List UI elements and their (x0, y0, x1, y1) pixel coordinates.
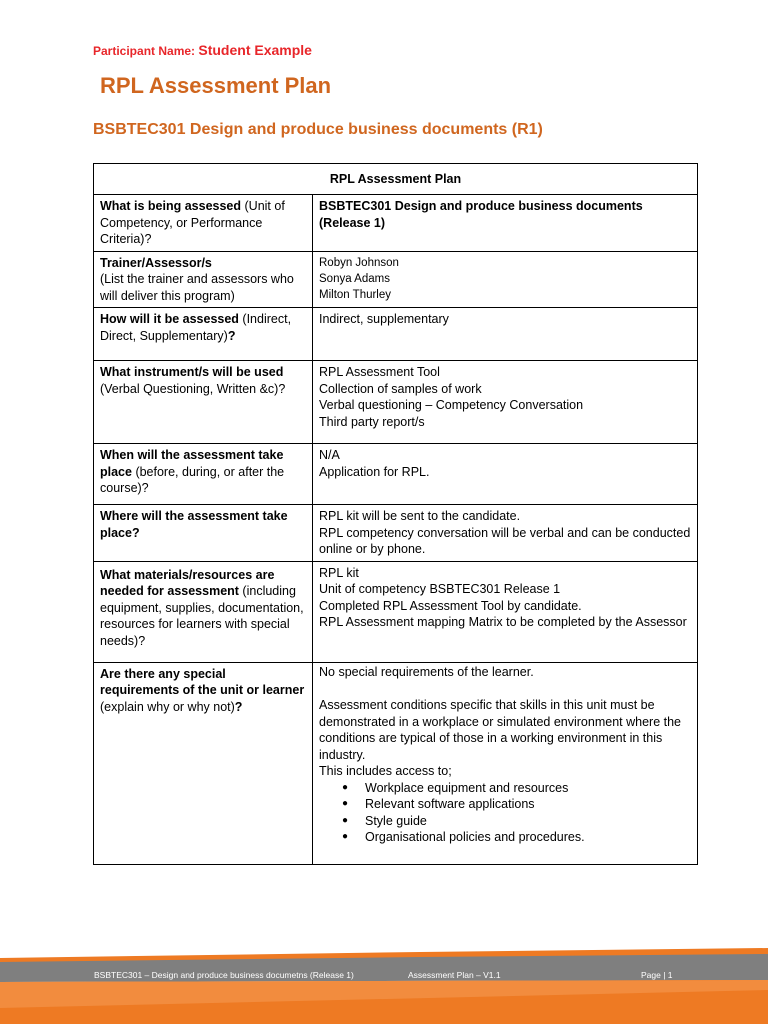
answer-line: RPL competency conversation will be verbal and can be conducted online or by phone. (319, 525, 691, 556)
table-row (94, 505, 698, 562)
participant-label: Participant Name: (93, 44, 196, 58)
question-text: (before, during, or after the course)? (100, 464, 285, 495)
question-bold: Trainer/Assessor/s (100, 255, 212, 270)
question-cell (94, 662, 313, 864)
question-text: (Indirect, Direct, Supplementary) (100, 312, 292, 343)
question-cell (94, 195, 313, 252)
answer-bold: BSBTEC301 Design and produce business documents (Release 1) (319, 199, 643, 230)
list-item: ● Workplace equipment and resources (365, 780, 691, 797)
table-row (94, 662, 698, 864)
question-end: ? (227, 328, 236, 343)
answer-line: This includes access to; (319, 764, 452, 778)
unit-subtitle: BSBTEC301 Design and produce business documents (R1) (93, 121, 543, 138)
answer-line: RPL kit (319, 565, 359, 580)
answer-line: N/A (319, 448, 340, 462)
table-row (94, 251, 698, 308)
spacer (319, 680, 691, 697)
answer-line: Robyn Johnson (319, 256, 399, 269)
question-text: (Verbal Questioning, Written &c)? (100, 381, 286, 396)
footer-page-number: Page | 1 (641, 970, 673, 980)
table-row (94, 361, 698, 444)
answer-cell (313, 308, 698, 361)
answer-cell (313, 662, 698, 864)
answer-cell (313, 251, 698, 308)
question-bold: Are there any special requirements of the unit or learner (100, 666, 305, 697)
question-bold: What instrument/s will be used (100, 365, 284, 379)
question-bold: How will it be assessed (100, 312, 239, 326)
table-row (94, 195, 698, 252)
table-row (94, 561, 698, 662)
access-list (319, 780, 691, 846)
answer-cell (313, 561, 698, 662)
question-bold: What materials/resources are needed for assessment (100, 567, 275, 598)
answer-cell (313, 195, 698, 252)
table-heading: RPL Assessment Plan (94, 164, 698, 195)
answer-line: Indirect, supplementary (319, 312, 449, 326)
answer-line: Collection of samples of work (319, 381, 482, 396)
assessment-plan-table (93, 163, 698, 865)
answer-line: Milton Thurley (319, 288, 392, 301)
answer-line: Completed RPL Assessment Tool by candidate. (319, 598, 582, 613)
answer-cell (313, 505, 698, 562)
answer-line: Sonya Adams (319, 272, 390, 285)
footer-version: Assessment Plan – V1.1 (408, 970, 501, 980)
question-text: (Unit of Competency, or Performance Criteria)? (100, 199, 285, 246)
question-bold: What is being assessed (100, 199, 242, 213)
answer-line: RPL kit will be sent to the candidate. (319, 509, 521, 523)
answer-line: Third party report/s (319, 414, 425, 429)
question-bold: Where will the assessment take place? (100, 509, 288, 540)
answer-cell (313, 444, 698, 505)
list-item: ● Style guide (365, 813, 691, 830)
question-text: (explain why or why not) (100, 699, 235, 714)
answer-line: RPL Assessment mapping Matrix to be completed by the Assessor (319, 615, 687, 629)
question-end: ? (234, 699, 243, 714)
answer-cell (313, 361, 698, 444)
answer-line: Verbal questioning – Competency Conversation (319, 398, 584, 412)
list-item: ● Organisational policies and procedures. (365, 829, 691, 846)
question-text: (including equipment, supplies, documentation, resources for learners with special needs)? (100, 584, 304, 648)
question-cell (94, 251, 313, 308)
question-cell (94, 444, 313, 505)
question-cell (94, 505, 313, 562)
participant-line (93, 42, 312, 58)
question-cell (94, 361, 313, 444)
answer-line: No special requirements of the learner. (319, 664, 534, 679)
table-header-row (94, 164, 698, 195)
question-text: (List the trainer and assessors who will deliver this program) (100, 272, 294, 303)
question-bold: When will the assessment take place (100, 448, 284, 479)
answer-line: Application for RPL. (319, 464, 430, 479)
page-title: RPL Assessment Plan (100, 73, 332, 98)
answer-line: RPL Assessment Tool (319, 365, 440, 379)
answer-line: Assessment conditions specific that skills in this unit must be demonstrated in a workplace or simulated environment where the conditions are typical of those in a working environment in this industry. (319, 698, 681, 762)
table-row (94, 444, 698, 505)
question-cell (94, 308, 313, 361)
answer-line: Unit of competency BSBTEC301 Release 1 (319, 582, 561, 596)
footer-band (0, 948, 768, 1024)
question-cell (94, 561, 313, 662)
participant-name: Student Example (198, 42, 312, 58)
table-row (94, 308, 698, 361)
list-item: ● Relevant software applications (365, 796, 691, 813)
footer-unit: BSBTEC301 – Design and produce business documetns (Release 1) (94, 970, 354, 980)
